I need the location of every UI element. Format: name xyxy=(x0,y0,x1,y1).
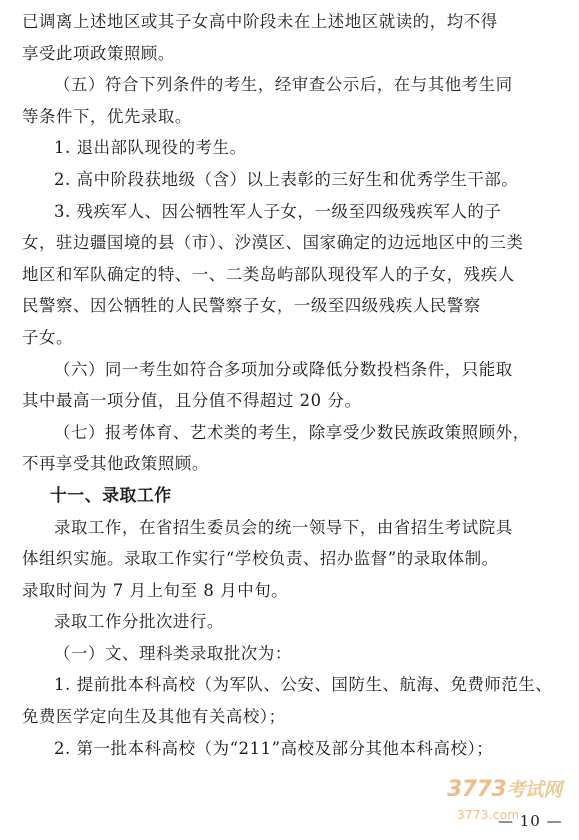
paragraph-line: 录取工作，在省招生委员会的统一领导下，由省招生考试院具 xyxy=(54,517,513,537)
paragraph-line: 其中最高一项分值，且分值不得超过 20 分。 xyxy=(22,391,362,411)
paragraph-line: 地区和军队确定的特、一、二类岛屿部队现役军人的子女，残疾人 xyxy=(22,264,515,284)
paragraph-line: 民警察、因公牺牲的人民警察子女，一级至四级残疾人民警察 xyxy=(22,296,481,316)
paragraph-line: （五）符合下列条件的考生，经审查公示后，在与其他考生同 xyxy=(54,75,513,95)
paragraph-line: 体组织实施。录取工作实行“学校负责、招办监督”的录取体制。 xyxy=(22,549,499,569)
watermark-logo-cn: 考试网 xyxy=(506,779,562,801)
paragraph-line: 子女。 xyxy=(22,327,73,347)
paragraph-line: 等条件下，优先录取。 xyxy=(22,106,192,126)
paragraph-line: 不再享受其他政策照顾。 xyxy=(22,454,209,474)
watermark-url: 3773.com xyxy=(457,808,520,822)
paragraph-line: （六）同一考生如符合多项加分或降低分数投档条件，只能取 xyxy=(54,359,513,379)
paragraph-line: 免费医学定向生及其他有关高校）； xyxy=(22,707,286,727)
list-item: 2. 高中阶段获地级（含）以上表彰的三好生和优秀学生干部。 xyxy=(54,169,519,189)
page-number: — 10 — xyxy=(498,812,563,830)
list-item: 3. 残疾军人、因公牺牲军人子女，一级至四级残疾军人的子 xyxy=(54,201,502,221)
paragraph-line: （一）文、理科类录取批次为： xyxy=(54,643,292,663)
section-heading: 十一、录取工作 xyxy=(50,484,172,505)
paragraph-line: （七）报考体育、艺术类的考生，除享受少数民族政策照顾外， xyxy=(54,422,530,442)
document-body xyxy=(22,6,562,764)
paragraph-line: 享受此项政策照顾。 xyxy=(22,43,175,63)
list-item: 1. 退出部队现役的考生。 xyxy=(54,138,247,158)
watermark-logo-mark xyxy=(447,768,575,812)
list-item: 2. 第一批本科高校（为“211”高校及部分其他本科高校）； xyxy=(54,738,494,758)
watermark-logo-text: 3773 xyxy=(447,777,507,802)
list-item: 1. 提前批本科高校（为军队、公安、国防生、航海、免费师范生、 xyxy=(54,675,553,695)
paragraph-line: 录取工作分批次进行。 xyxy=(54,612,224,632)
paragraph-line: 已调离上述地区或其子女高中阶段未在上述地区就读的，均不得 xyxy=(22,12,498,31)
paragraph-line: 录取时间为 7 月上旬至 8 月中旬。 xyxy=(22,580,289,600)
paragraph-line: 女，驻边疆国境的县（市）、沙漠区、国家确定的边远地区中的三类 xyxy=(22,233,524,253)
